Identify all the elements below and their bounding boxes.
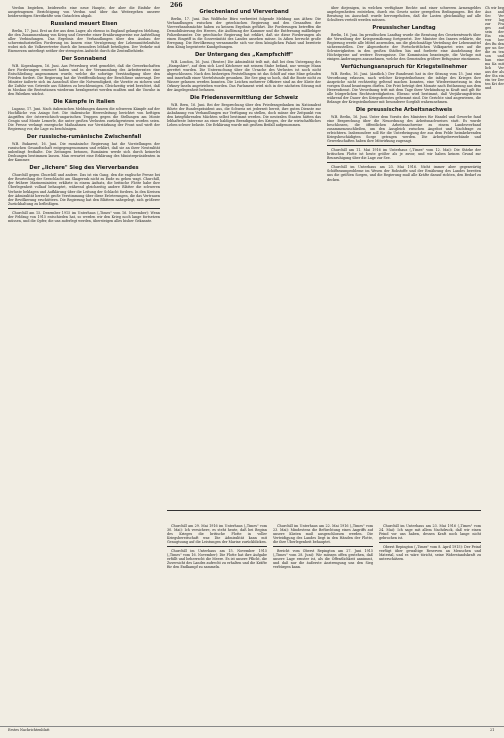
article-body: Oberst Repington („Times" vom 8. April 1915): Der Feind verfügt über gewaltige Reserven an Menschen und Material, und es wäre töricht, seine Widerstandskraft zu unterschätzen. [379, 545, 481, 562]
column-2 [167, 6, 321, 506]
column-1 [8, 6, 160, 722]
article-rule [379, 542, 481, 543]
footer-right: 21 [490, 728, 495, 732]
article-heading: Die Kämpfe in Italien [53, 99, 115, 106]
article-heading: Der Sonnabend [61, 56, 107, 63]
article-heading: Der russische-rumänische Zwischenfall [26, 134, 142, 141]
article-heading: Griechenland und Vierverband [199, 9, 289, 15]
article-heading: Die preussische Arbeitsnachweis [355, 107, 453, 114]
article-body: Churchill im Unterhaus am 23. Mai 1916 („Times" vom 24. Mai): Ich sage mit allem Nachdruck, daß wir einen Feind vor uns haben, dessen Kraft noch lange nicht gebrochen ist. [379, 524, 481, 541]
article-rule [327, 162, 481, 163]
article-body: Berlin, 17. Juni. Das Wolffsche Büro verbreitet folgende Meldung aus Athen: Die Verhandlungen zwischen der griechischen Regierung und den Gesandten der Vierverbandsmächte haben zu keinem Ergebnis geführt. Die Forderungen betreffen die Demobilisierung des Heeres, die Auflösung der Kammer und die Entfernung mißliebiger Polizeibeamter. Die griechische Regierung hat erklärt, daß sie diese Forderungen als einen Eingriff in die Souveränität des Landes ansehen müsse. In Athen herrscht große Erregung. Die Bevölkerung versammelte sich vor dem königlichen Palast und bereitete dem König begeisterte Kundgebungen. [167, 17, 321, 50]
article-body: W.B. Berlin, 16. Juni. Unter dem Vorsitz des Ministers für Handel und Gewerbe fand eine Besprechung über die Neuordnung des Arbeitsnachweises statt. Es wurde beschlossen, die öffentlichen Arbeitsnachweise zu einem Landesverband zusammenzuschließen, um den Ausgleich zwischen Angebot und Nachfrage zu erleichtern. Insbesondere soll für die Unterbringung der aus dem Felde heimkehrenden Kriegsbeschädigten Sorge getragen werden. Die Arbeitgeberverbände und Gewerkschaften haben ihre Mitwirkung zugesagt. [327, 115, 481, 144]
article-body: W.B. Berlin, 16. Juni. (Amtlich.) Der Bundesrat hat in der Sitzung vom 15. Juni eine Verordnung erlassen, nach welcher Kriegsteilnehmer, die infolge des Krieges ihre Ansprüche nicht rechtzeitig geltend machen konnten, eine Wiedereinsetzung in den vorigen Stand beantragen dürfen. Die Frist beträgt drei Monate nach Entlassung aus dem Heeresdienst. Die Verordnung tritt mit dem Tage ihrer Verkündung in Kraft und gilt für alle bürgerlichen Rechtsstreitigkeiten. Ebenso wird bestimmt, daß Verjährungsfristen während der Dauer des Kriegsdienstes gehemmt sind. Die Gerichte sind angewiesen, die Belange der Kriegsteilnehmer mit besonderer Sorgfalt wahrzunehmen. [327, 72, 481, 105]
article-rule [327, 145, 481, 146]
column-4-cropped: Ch wir beg Aus and Sec Ver wer lag zur Fra ges auf sein der Ein ein von ber des Bu den ger un Ser die zu ten son und han eine ma Ka mit lich Ver aus der als der Sta ein ein ter Der ten Kri der und [485, 6, 504, 91]
article-body: W.B. London, 16. Juni. (Reuter.) Die Admiralität teilt mit, daß bei dem Untergang des „Hampshire", auf dem sich Lord Kitchener mit seinem Stabe befand, nur wenige Mann gerettet wurden. Die Untersuchung über die Ursache des Verlustes ist noch nicht abgeschlossen. Nach den bisherigen Feststellungen ist das Schiff auf eine Mine gelaufen und innerhalb einer Viertelstunde gesunken. Die See ging so hoch, daß die Boote nicht zu Wasser gelassen werden konnten. Die Leichen mehrerer Offiziere sind an der Küste der Orkney-Inseln angetrieben worden. Das Parlament wird sich in der nächsten Sitzung mit der Angelegenheit befassen. [167, 60, 321, 93]
quotations-column-1 [167, 524, 267, 724]
article-body: Churchill am 11. Mai 1916 im Unterhaus („Times" vom 12. Mai): Die Stärke der britischen Flotte ist heute größer als je zuvor, und wir haben keinen Grund zur Beunruhigung über die Lage zur See. [327, 148, 481, 161]
article-body: Churchill am 15. Dezember 1915 im Unterhaus („Times" vom 16. November): Wenn der Feldzug von 1915 entschieden hat, so werden wir den Krieg noch lange fortsetzen müssen, und die Opfer, die uns auferlegt werden, übersteigen alles bisher Gekannte. [8, 210, 160, 223]
bottom-rule [0, 726, 504, 727]
article-body: über diejenigen, in welchen verfügbare Rechte und einer schweren Armengeldes angelegenheiten entstehen, durch ein Gesetz unter geregelten Bedingungen. Bei der Beratung im Ausschuß wurde hervorgehoben, daß die Lasten gleichmäßig auf alle Schultern verteilt werden müssen. [327, 6, 481, 23]
article-body: Lugano, 17. Juni. Nach italienischen Meldungen dauern die schweren Kämpfe auf der Hochfläche von Asiago fort. Die italienische Heeresleitung berichtet von heftigen Angriffen der österreichisch-ungarischen Truppen gegen die Stellungen am Monte Cengio und Monte Lemerle, die unter großen Verlusten zurückgewiesen worden seien. Die Presse verlangt energische Maßnahmen zur Verstärkung der Front und wirft der Regierung vor, die Lage zu beschönigen. [8, 107, 160, 132]
article-heading: Verfüchungsanspruch für Kriegsteilnehmer [340, 64, 468, 71]
quotations-section [167, 524, 481, 724]
footer-left: Erstes Nachrichtenblatt [8, 728, 50, 732]
quotations-column-2 [273, 524, 373, 724]
quotations-column-3 [379, 524, 481, 724]
article-rule [273, 546, 373, 547]
article-body: W.B. Bukarest, 16. Juni. Die rumänische Regierung hat die Vorstellungen der russischen Gesandtschaft entgegengenommen und erklärt, daß sie an ihrer Neutralität unbedingt festhalte. Die Zeitungen betonen, Rumänien werde sich durch keinerlei Drohungen bestimmen lassen. Man erwartet eine Erklärung des Ministerpräsidenten in der Kammer. [8, 142, 160, 163]
article-heading: Preussischer Landtag [372, 25, 436, 32]
article-body: Berlin, 16. Juni. Im preußischen Landtag wurde die Beratung des Gesetzentwurfs über die Verwaltung der Kriegsernährung fortgesetzt. Der Minister des Innern erklärte, die Regierung werde alle Mittel anwenden, um die gleichmäßige Verteilung der Lebensmittel sicherzustellen. Der Abgeordnete der Fortschrittlichen Volkspartei wies auf die Schwierigkeiten in den großen Städten hin und forderte eine Ausdehnung der Höchstpreise auf weitere Erzeugnisse. Die Kommission beantragte, die Vorlage mit einigen Änderungen anzunehmen, welche den Gemeinden größere Befugnisse einräumen. [327, 33, 481, 62]
article-rule [8, 208, 160, 209]
article-body: Churchill im Unterhaus am 15. November 1915 („Times" vom 16. November): Die Flotte hat ihre Aufgabe erfüllt und beherrscht die Meere. Es ist unsere Pflicht, die Zuversicht des Landes aufrecht zu erhalten und die Kräfte für den Endkampf zu sammeln. [167, 549, 267, 570]
article-heading: Der „lichere" Sieg des Vierverbandes [29, 165, 139, 172]
article-heading: Russland meuert Eisen [50, 21, 118, 28]
article-body: Bericht vom Oberst Repington am 27. Juni 1915 („Times" vom 28. Juni): Wir müssen offen gestehen, daß unsere Lage ernster ist, als die Öffentlichkeit annimmt, und daß nur die äußerste Anstrengung uns den Sieg verbürgen kann. [273, 549, 373, 570]
article-heading: Der Untergang des „Kampfschiff" [194, 52, 294, 59]
article-body: Churchill im Unterhaus am 23. Mai 1916. Nicht immer aber gegenwärtig Schiffsraumprobleme im Wesen der Rohstoffe und der Ernährung des Landes bereiten uns die größten Sorgen, und die Regierung muß alle Kräfte darauf richten, den Bedarf zu decken. [327, 165, 481, 182]
article-body: Berlin, 17. Juni. Erst an der aus dem Lager, als ebenso in England gelangten Meldung, die den Zusammenhang von Krieg und Gewerbe einer Ernährungsweise zur Aufstellung aller Verbindungen. Das Ergebnis der Verhandlungen über den Ausbau der schwerindustriellen Forderung im Innern eine Verzögerung der Lebensmittelzufuhr, wobei sich die Volksvertreter durch die besonders lebhaft beteiligten. Der Verkehr mit Eisenerzen unterliegt seither der strengsten Aufsicht durch die Zentralbehörde. [8, 29, 160, 54]
article-body: Churchill am 29. Mai 1916 im Unterhaus („Times" vom 30. Mai): Ich versichere, es steht heute, daß bei Beginn des Krieges die britische Flotte in voller Kriegsbereitschaft war. Die Admiralität kann mit Genugtuung auf die Leistungen der Marine zurückblicken. [167, 524, 267, 545]
article-heading: Die Friedensvermittlung der Schweiz [190, 95, 298, 102]
article-body: Verdun begieben, beiderselts eine neue Haupte, der aber die Einfuhr der ausgetragenen Berichtigung von Verdun und über das Weitergehen unserer beiderseitigen Streitkräfte sein Gutachten abgab. [8, 6, 160, 19]
article-body: W.B. Kopenhagen, 16. Juni. Aus Petersburg wird gemeldet, daß die Gewerkschaften ihre Forderungen erneuert haben und in der Versammlung des Arbeiterrates eine Entschließung angenommen wurde, welche die sofortige Verständigung über den Frieden fordert. Die Regierung hat die Veröffentlichung der Beschlüsse untersagt. Der Minister äußerte sich im Ausschuß über die Notwendigkeit, die Vorräte zu sichern und die Zufuhr von Getreide aus Sibirien zu beschleunigen. Gleichzeitig wird berichtet, daß in Moskau die Brotrationen wiederum herabgesetzt werden mußten und die Unruhe in den Fabriken wächst. [8, 64, 160, 97]
article-body: W.B. Bern, 16. Juni. Bei der Besprechung über den Friedensgedanken im Nationalrat führte der Bundespräsident aus, die Schweiz sei jederzeit bereit, ihre guten Dienste zur Anbahnung von Verhandlungen zur Verfügung zu stellen, doch müsse der Zeitpunkt von den kriegführenden Mächten selbst bestimmt werden. Die neutralen Staaten hätten das lebhafteste Interesse an einer baldigen Beendigung des Krieges, der ihr wirtschaftliches Leben schwer belaste. Die Erklärung wurde mit großem Beifall aufgenommen. [167, 103, 321, 128]
section-divider [167, 510, 481, 511]
article-body: Churchill im Unterhaus am 22. Mai 1916 („Times" vom 23. Mai): Mindestens die Befürchtung eines Angriffs auf unsere Küsten muß ausgeschlossen werden. Die Verteidigung des Landes liegt in den Händen der Flotte, die ihre Überlegenheit behauptet. [273, 524, 373, 545]
article-body: Churchill gegen Churchill und andere. Das ist ein Gang, den die englische Presse bei der Beurteilung der Seeschlacht am Skagerrak nicht zu Ende zu gehen wagt. Churchill, der frühere Marineminister, erklärte in einem Aufsatz, die britische Flotte habe ihre Überlegenheit vollauf behauptet, während gleichzeitig andere Blätter die schweren Verluste beklagen und Aufklärung über die Leitung der Schlacht fordern. In den Kreisen der Admiralität herrscht große Verstimmung über diese Erörterungen, die das Vertrauen der Bevölkerung erschüttern. Die Regierung hat den Blättern nahegelegt, sich größerer Zurückhaltung zu befleißigen. [8, 173, 160, 206]
article-rule [167, 546, 267, 547]
page-number: 266 [170, 2, 183, 9]
